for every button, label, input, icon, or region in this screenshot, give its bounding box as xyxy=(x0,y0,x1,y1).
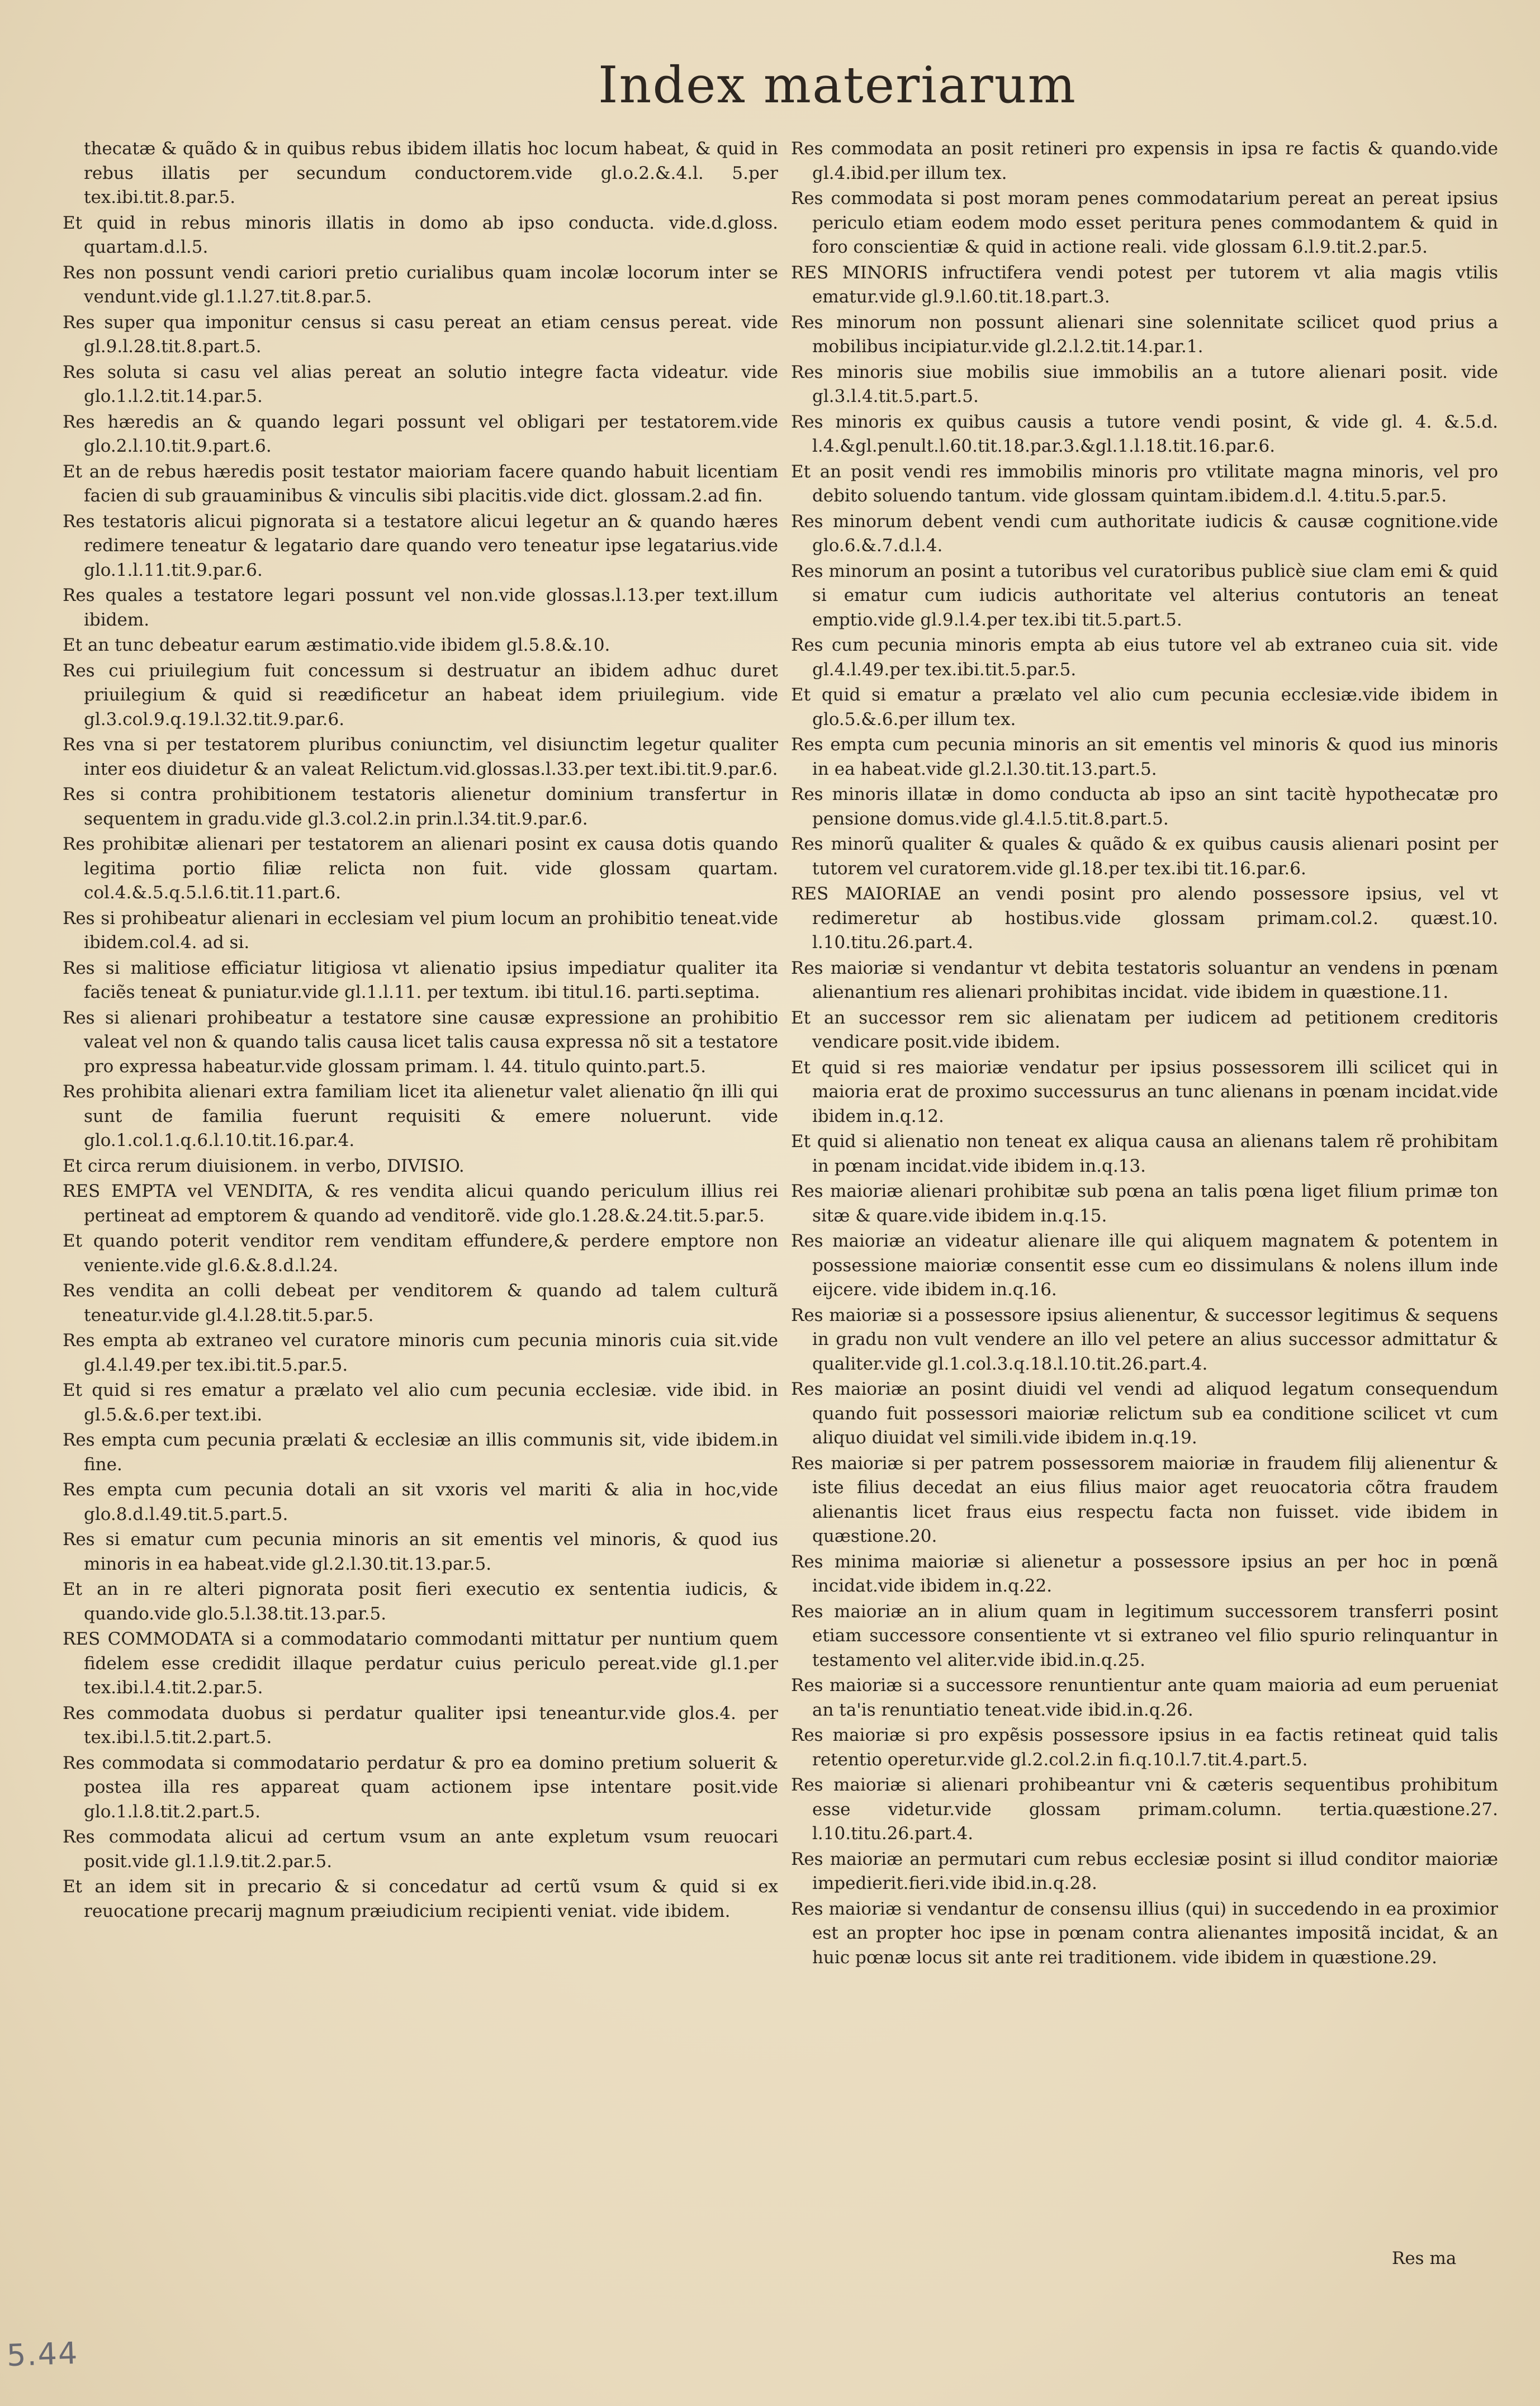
index-entry: Res si ematur cum pecunia minoris an sit ementis vel minoris, & quod ius minoris in ea habeat.vide gl.2.l.30.tit.13.par.5. xyxy=(63,1529,778,1574)
index-entry: Res commodata si commodatario perdatur & pro ea domino pretium soluerit & postea illa res appareat quam actionem ipse intentare posit.vide glo.1.l.8.tit.2.part.5. xyxy=(63,1753,778,1822)
index-entry: Et quid si res ematur a prælato vel alio cum pecunia ecclesiæ. vide ibid. in gl.5.&.6.per text.ibi. xyxy=(63,1380,778,1425)
index-entry: Res minoris ex quibus causis a tutore vendi posint, & vide gl. 4. &.5.d. l.4.&gl.penult.l.60.tit.18.par.3.&gl.1.l.18.tit.16.par.6. xyxy=(791,411,1498,456)
index-entry: Res soluta si casu vel alias pereat an solutio integre facta videatur. vide glo.1.l.2.tit.14.par.5. xyxy=(63,362,778,406)
index-entry: Res maioriæ si a successore renuntientur ante quam maioria ad eum perueniat an ta'is renuntiatio teneat.vide ibid.in.q.26. xyxy=(791,1675,1498,1720)
index-entry: Res si prohibeatur alienari in ecclesiam vel pium locum an prohibitio teneat.vide ibidem.col.4. ad si. xyxy=(63,908,778,953)
index-entry: Res empta cum pecunia prælati & ecclesiæ an illis communis sit, vide ibidem.in fine. xyxy=(63,1430,778,1475)
index-entry: Res vendita an colli debeat per venditorem & quando ad talem culturã teneatur.vide gl.4.l.28.tit.5.par.5. xyxy=(63,1281,778,1325)
index-entry: Res vna si per testatorem pluribus coniunctim, vel disiunctim legetur qualiter inter eos diuidetur & an valeat Relictum.vid.glossas.l.33.per text.ibi.tit.9.par.6. xyxy=(63,735,778,779)
left-column xyxy=(63,137,778,1925)
index-entry: Et circa rerum diuisionem. in verbo, DIVISIO. xyxy=(63,1155,465,1176)
index-entry: Res empta cum pecunia dotali an sit vxoris vel mariti & alia in hoc,vide glo.8.d.l.49.tit.5.part.5. xyxy=(63,1480,778,1524)
index-entry: Res hæredis an & quando legari possunt vel obligari per testatorem.vide glo.2.l.10.tit.9.part.6. xyxy=(63,411,778,456)
index-entry: Et quid in rebus minoris illatis in domo ab ipso conducta. vide.d.gloss. quartam.d.l.5. xyxy=(63,212,778,257)
index-entry: Res maioriæ si per patrem possessorem maioriæ in fraudem filij alienentur & iste filius decedat an eius filius maior aget reuocatoria cõtra fraudem alienantis licet fraus eius respectu facta non fuisset. vide ibidem in quæstione.20. xyxy=(791,1453,1498,1546)
index-entry: Res maioriæ si a possessore ipsius alienentur, & successor legitimus & sequens in gradu non vult vendere an illo vel petere an alius successor admittatur & qualiter.vide gl.1.col.3.q.18.l.10.tit.26.part.4. xyxy=(791,1305,1498,1374)
index-entry: Res quales a testatore legari possunt vel non.vide glossas.l.13.per text.illum ibidem. xyxy=(63,585,778,630)
index-entry: Res maioriæ an in alium quam in legitimum successorem transferri posint etiam successore consentiente vt si extraneo vel filio spurio relinquantur in testamento vel aliter.vide ibid.in.q.25. xyxy=(791,1601,1498,1670)
index-entry: Res minorum non possunt alienari sine solennitate scilicet quod prius a mobilibus incipiatur.vide gl.2.l.2.tit.14.par.1. xyxy=(791,312,1498,357)
index-entry: Res si malitiose efficiatur litigiosa vt alienatio ipsius impediatur qualiter ita faciẽs teneat & puniatur.vide gl.1.l.11. per textum. ibi titul.16. parti.septima. xyxy=(63,958,778,1002)
index-entry: Res cum pecunia minoris empta ab eius tutore vel ab extraneo cuia sit. vide gl.4.l.49.per tex.ibi.tit.5.par.5. xyxy=(791,635,1498,680)
index-entry: Res cui priuilegium fuit concessum si destruatur an ibidem adhuc duret priuilegium & quid si reædificetur an habeat idem priuilegium. vide gl.3.col.9.q.19.l.32.tit.9.par.6. xyxy=(63,660,778,730)
index-entry: Res minoris siue mobilis siue immobilis an a tutore alienari posit. vide gl.3.l.4.tit.5.part.5. xyxy=(791,362,1498,406)
catchword: Res ma xyxy=(1392,2248,1457,2268)
index-entry: Et an idem sit in precario & si concedatur ad certũ vsum & quid si ex reuocatione precarij magnum præiudicium recipienti veniat. vide ibidem. xyxy=(63,1877,778,1921)
index-entry: Et quid si res maioriæ vendatur per ipsius possessorem illi scilicet qui in maioria erat de proximo successurus an tunc alienans in pœnam incidat.vide ibidem in.q.12. xyxy=(791,1057,1498,1126)
index-entry: RES MINORIS infructifera vendi potest per tutorem vt alia magis vtilis ematur.vide gl.9.l.60.tit.18.part.3. xyxy=(791,262,1498,307)
index-entry: Res non possunt vendi cariori pretio curialibus quam incolæ locorum inter se vendunt.vide gl.1.l.27.tit.8.par.5. xyxy=(63,262,778,307)
index-entry: Res minima maioriæ si alienetur a possessore ipsius an per hoc in pœnã incidat.vide ibidem in.q.22. xyxy=(791,1551,1498,1596)
index-entry: Res maioriæ alienari prohibitæ sub pœna an talis pœna liget filium primæ ton sitæ & quare.vide ibidem in.q.15. xyxy=(791,1181,1498,1226)
index-entry: Et quando poterit venditor rem venditam effundere,& perdere emptore non veniente.vide gl.6.&.8.d.l.24. xyxy=(63,1231,778,1276)
index-entry: Res maioriæ si alienari prohibeantur vni & cæteris sequentibus prohibitum esse videtur.vide glossam primam.column. tertia.quæstione.27. l.10.titu.26.part.4. xyxy=(791,1775,1498,1844)
right-column xyxy=(791,137,1498,1971)
index-entry: Res minorum an posint a tutoribus vel curatoribus publicè siue clam emi & quid si ematur cum iudicis authoritate vel alterius contutoris an teneat emptio.vide gl.9.l.4.per tex.ibi tit.5.part.5. xyxy=(791,561,1498,630)
index-entry: Res prohibita alienari extra familiam licet ita alienetur valet alienatio q̃n illi qui sunt de familia fuerunt requisiti & emere noluerunt. vide glo.1.col.1.q.6.l.10.tit.16.par.4. xyxy=(63,1082,778,1150)
index-entry: RES EMPTA vel VENDITA, & res vendita alicui quando periculum illius rei pertineat ad emptorem & quando ad venditorẽ. vide glo.1.28.&.24.tit.5.par.5. xyxy=(63,1181,778,1226)
index-entry: Res empta ab extraneo vel curatore minoris cum pecunia minoris cuia sit.vide gl.4.l.49.per tex.ibi.tit.5.par.5. xyxy=(63,1330,778,1375)
index-entry: Res minorũ qualiter & quales & quãdo & ex quibus causis alienari posint per tutorem vel curatorem.vide gl.18.per tex.ibi tit.16.par.6. xyxy=(791,834,1498,879)
index-entry: Et an successor rem sic alienatam per iudicem ad petitionem creditoris vendicare posit.vide ibidem. xyxy=(791,1007,1498,1052)
index-entry: Res commodata duobus si perdatur qualiter ipsi teneantur.vide glos.4. per tex.ibi.l.5.tit.2.part.5. xyxy=(63,1703,778,1747)
index-entry: Et an de rebus hæredis posit testator maioriam facere quando habuit licentiam facien di sub grauaminibus & vinculis sibi placitis.vide dict. glossam.2.ad fin. xyxy=(63,461,778,506)
index-entry: Et an posit vendi res immobilis minoris pro vtilitate magna minoris, vel pro debito soluendo tantum. vide glossam quintam.ibidem.d.l. 4.titu.5.par.5. xyxy=(791,461,1498,506)
index-entry: RES MAIORIAE an vendi posint pro alendo possessore ipsius, vel vt redimeretur ab hostibus.vide glossam primam.col.2. quæst.10. l.10.titu.26.part.4. xyxy=(791,884,1498,953)
index-entry: Res super qua imponitur census si casu pereat an etiam census pereat. vide gl.9.l.28.tit.8.part.5. xyxy=(63,312,778,357)
index-entry: Res minoris illatæ in domo conducta ab ipso an sint tacitè hypothecatæ pro pensione domus.vide gl.4.l.5.tit.8.part.5. xyxy=(791,784,1498,829)
index-entry: Et quid si alienatio non teneat ex aliqua causa an alienans talem rẽ prohibitam in pœnam incidat.vide ibidem in.q.13. xyxy=(791,1131,1498,1176)
index-entry: Res prohibitæ alienari per testatorem an alienari posint ex causa dotis quando legitima portio filiæ relicta non fuit. vide glossam quartam. col.4.&.5.q.5.l.6.tit.11.part.6. xyxy=(63,834,778,903)
index-entry: Et an in re alteri pignorata posit fieri executio ex sententia iudicis, & quando.vide glo.5.l.38.tit.13.par.5. xyxy=(63,1579,778,1624)
index-entry: Et an tunc debeatur earum æstimatio.vide ibidem gl.5.8.&.10. xyxy=(63,635,610,655)
index-entry: Res maioriæ si pro expẽsis possessore ipsius in ea factis retineat quid talis retentio operetur.vide gl.2.col.2.in fi.q.10.l.7.tit.4.part.5. xyxy=(791,1725,1498,1770)
index-entry: thecatæ & quãdo & in quibus rebus ibidem illatis hoc locum habeat, & quid in rebus illatis per secundum conductorem.vide gl.o.2.&.4.l. 5.per tex.ibi.tit.8.par.5. xyxy=(84,139,778,207)
index-entry: Res minorum debent vendi cum authoritate iudicis & causæ cognitione.vide glo.6.&.7.d.l.4. xyxy=(791,511,1498,556)
index-entry: Res si contra prohibitionem testatoris alienetur dominium transfertur in sequentem in gradu.vide gl.3.col.2.in prin.l.34.tit.9.par.6. xyxy=(63,784,778,829)
index-entry: Res commodata alicui ad certum vsum an ante expletum vsum reuocari posit.vide gl.1.l.9.tit.2.par.5. xyxy=(63,1827,778,1872)
index-entry: Res commodata si post moram penes commodatarium pereat an pereat ipsius periculo etiam eodem modo esset peritura penes commodantem & quid in foro conscientiæ & quid in actione reali. vide glossam 6.l.9.tit.2.par.5. xyxy=(791,188,1498,257)
index-entry: Res testatoris alicui pignorata si a testatore alicui legetur an & quando hæres redimere teneatur & legatario dare quando vero teneatur ipse legatarius.vide glo.1.l.11.tit.9.par.6. xyxy=(63,511,778,580)
index-entry: RES COMMODATA si a commodatario commodanti mittatur per nuntium quem fidelem esse credidit illaque perdatur cuius periculo pereat.vide gl.1.per tex.ibi.l.4.tit.2.par.5. xyxy=(63,1629,778,1698)
index-entry: Res maioriæ an videatur alienare ille qui aliquem magnatem & potentem in possessione maioriæ consentit esse cum eo dissimulans & nolens illum inde eijcere. vide ibidem in.q.16. xyxy=(791,1231,1498,1300)
index-entry: Res si alienari prohibeatur a testatore sine causæ expressione an prohibitio valeat vel non & quando talis causa licet talis causa expressa nõ sit a testatore pro expressa habeatur.vide glossam primam. l. 44. titulo quinto.part.5. xyxy=(63,1007,778,1077)
index-entry: Res maioriæ an posint diuidi vel vendi ad aliquod legatum consequendum quando fuit possessori maioriæ relictum sub ea conditione scilicet vt cum aliquo diuidat vel simili.vide ibidem in.q.19. xyxy=(791,1379,1498,1448)
index-entry: Res maioriæ si vendantur vt debita testatoris soluantur an vendens in pœnam alienantium res alienari prohibitas incidat. vide ibidem in quæstione.11. xyxy=(791,958,1498,1002)
index-entry: Res commodata an posit retineri pro expensis in ipsa re factis & quando.vide gl.4.ibid.per illum tex. xyxy=(791,139,1498,183)
handwritten-folio-note: 5.44 xyxy=(6,2335,79,2374)
index-entry: Et quid si ematur a prælato vel alio cum pecunia ecclesiæ.vide ibidem in glo.5.&.6.per illum tex. xyxy=(791,685,1498,730)
index-entry: Res empta cum pecunia minoris an sit ementis vel minoris & quod ius minoris in ea habeat.vide gl.2.l.30.tit.13.part.5. xyxy=(791,735,1498,779)
index-entry: Res maioriæ si vendantur de consensu illius (qui) in succedendo in ea proximior est an propter hoc ipse in pœnam contra alienantes impositã incidat, & an huic pœnæ locus sit ante rei traditionem. vide ibidem in quæstione.29. xyxy=(791,1898,1498,1968)
index-entry: Res maioriæ an permutari cum rebus ecclesiæ posint si illud conditor maioriæ impedierit.fieri.vide ibid.in.q.28. xyxy=(791,1849,1498,1893)
page-title: Index materiarum xyxy=(598,56,1077,115)
